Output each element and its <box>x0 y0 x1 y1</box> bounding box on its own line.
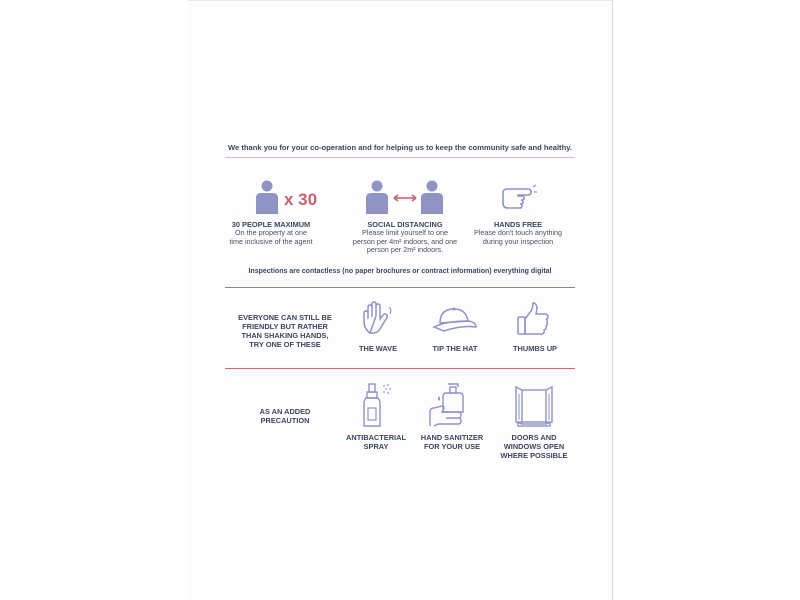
two-people-distance-icon <box>364 180 446 214</box>
tip-hat-title: TIP THE HAT <box>432 344 478 353</box>
social-distancing-title: SOCIAL DISTANCING <box>367 220 443 229</box>
hands-free-desc: Please don't touch anything during your inspection <box>473 228 563 246</box>
capacity-count: x 30 <box>284 190 318 209</box>
divider-2 <box>225 368 575 369</box>
hands-free-title: HANDS FREE <box>493 220 543 229</box>
person-icon <box>254 180 280 214</box>
contactless-note: Inspections are contactless (no paper brochures or contract information) everything digital <box>248 268 552 275</box>
divider-top <box>225 157 575 158</box>
hand-sanitizer-title: HAND SANITIZER FOR YOUR USE <box>420 433 484 451</box>
wave-title: THE WAVE <box>358 344 398 353</box>
social-distancing-desc: Please limit yourself to one person per 4m² indoors, and one person per 2m² indoors. <box>352 228 458 255</box>
cap-icon <box>432 303 478 335</box>
greeting-intro: EVERYONE CAN STILL BE FRIENDLY BUT RATHER THAN SHAKING HANDS, TRY ONE OF THESE <box>238 313 332 349</box>
max-people-title: 30 PEOPLE MAXIMUM <box>231 220 311 229</box>
waving-hand-icon <box>358 301 398 337</box>
antibacterial-spray-title: ANTIBACTERIAL SPRAY <box>346 433 406 451</box>
document-page <box>188 0 613 600</box>
precaution-intro: AS AN ADDED PRECAUTION <box>259 407 311 425</box>
divider-1 <box>225 287 575 288</box>
pointing-hand-icon <box>500 183 538 211</box>
hand-sanitizer-icon <box>428 382 470 428</box>
doors-windows-title: DOORS AND WINDOWS OPEN WHERE POSSIBLE <box>500 433 568 460</box>
open-window-icon <box>514 386 554 428</box>
spray-bottle-icon <box>362 382 394 428</box>
thanks-message: We thank you for your co-operation and for helping us to keep the community safe and healthy. <box>227 143 572 152</box>
max-people-desc: On the property at one time inclusive of the agent <box>229 228 313 246</box>
thumbs-up-icon <box>515 301 551 337</box>
page-top-edge <box>188 0 612 1</box>
thumbs-up-title: THUMBS UP <box>513 344 557 353</box>
